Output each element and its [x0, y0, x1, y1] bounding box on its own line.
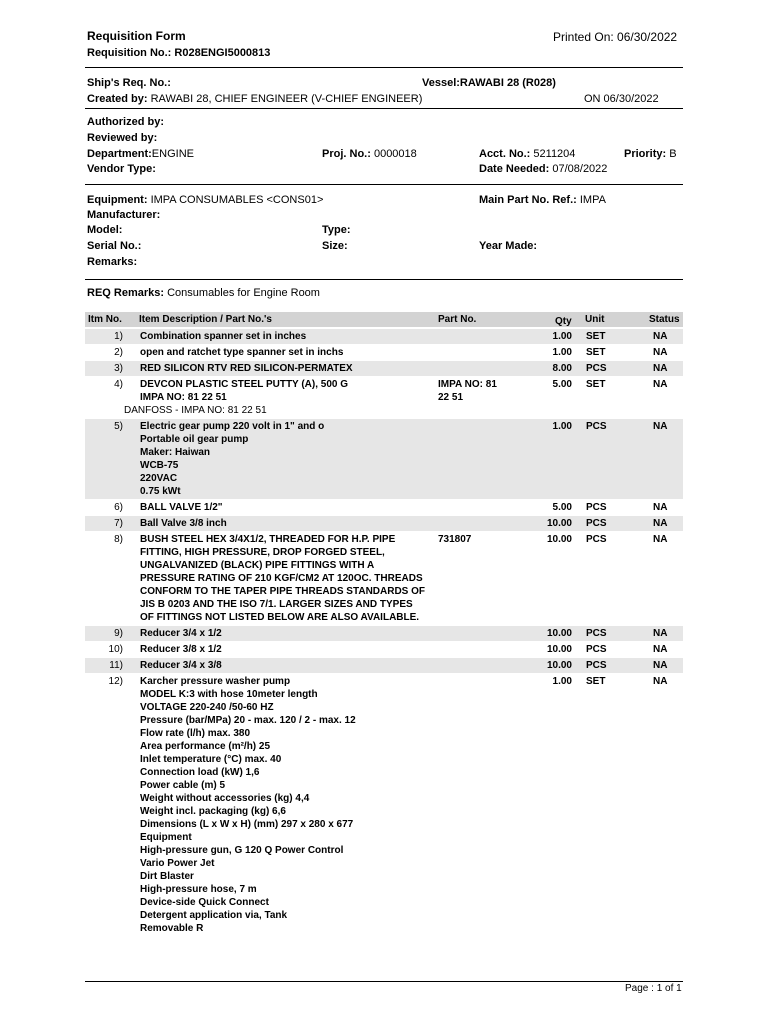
- row-description-line: Pressure (bar/MPa) 20 - max. 120 / 2 - max. 12: [140, 715, 356, 726]
- department: [87, 148, 194, 160]
- equipment-value: IMPA CONSUMABLES <CONS01>: [150, 194, 324, 206]
- table-row: [85, 626, 683, 641]
- form-title: Requisition Form: [87, 29, 186, 43]
- created-by-label: Created by:: [87, 93, 148, 105]
- table-row: [85, 516, 683, 531]
- priority-value: B: [669, 148, 677, 160]
- type-label: Type:: [322, 224, 351, 236]
- reviewed-by-label: Reviewed by:: [87, 132, 158, 144]
- acct-no-value: 5211204: [533, 148, 576, 160]
- row-item-no: 10): [108, 644, 123, 655]
- main-part-label: Main Part No. Ref.:: [479, 194, 577, 206]
- row-description-line: Connection load (kW) 1,6: [140, 767, 260, 778]
- row-unit: PCS: [586, 363, 607, 374]
- col-qty: Qty: [555, 316, 572, 327]
- row-unit: SET: [586, 379, 606, 390]
- row-status: NA: [653, 502, 668, 513]
- proj-no: [322, 148, 417, 160]
- row-description-line: Inlet temperature (°C) max. 40: [140, 754, 282, 765]
- row-description-line: BUSH STEEL HEX 3/4X1/2, THREADED FOR H.P. PIPE: [140, 534, 396, 545]
- row-description-line: Vario Power Jet: [140, 858, 215, 869]
- row-unit: SET: [586, 331, 606, 342]
- row-item-no: 12): [108, 676, 123, 687]
- row-description-line: WCB-75: [140, 460, 179, 471]
- printed-on: Printed On: 06/30/2022: [553, 30, 678, 44]
- department-label: Department:: [87, 148, 152, 160]
- year-made-label: Year Made:: [479, 240, 538, 252]
- proj-no-label: Proj. No.:: [322, 148, 371, 160]
- row-qty: 1.00: [552, 347, 572, 358]
- proj-no-value: 0000018: [373, 148, 417, 160]
- acct-no: [479, 148, 575, 160]
- row-part-no: IMPA NO: 81: [438, 379, 497, 390]
- row-description-line: Maker: Haiwan: [140, 447, 211, 458]
- row-description-line: open and ratchet type spanner set in inchs: [140, 347, 344, 358]
- row-description-line: Portable oil gear pump: [140, 434, 249, 445]
- row-status: NA: [653, 676, 668, 687]
- row-description-line: VOLTAGE 220-240 /50-60 HZ: [140, 702, 274, 713]
- date-needed-label: Date Needed:: [479, 163, 550, 175]
- row-status: NA: [653, 363, 668, 374]
- row-item-no: 1): [114, 331, 123, 342]
- authorized-by-label: Authorized by:: [87, 116, 164, 128]
- main-part-ref: [479, 194, 606, 206]
- row-item-no: 5): [114, 421, 123, 432]
- table-row: [85, 419, 683, 499]
- row-description-line: Device-side Quick Connect: [140, 897, 269, 908]
- row-description-line: JIS B 0203 AND THE ISO 7/1. LARGER SIZES AND TYPES: [140, 599, 413, 610]
- footer-divider: [85, 981, 683, 982]
- col-description: Item Description / Part No.'s: [139, 314, 272, 325]
- table-row: [85, 532, 683, 625]
- row-description-line: Ball Valve 3/8 inch: [140, 518, 227, 529]
- row-description-line: Dirt Blaster: [140, 871, 194, 882]
- ships-req-label: Ship's Req. No.:: [87, 77, 171, 89]
- row-qty: 10.00: [546, 628, 572, 639]
- row-qty: 5.00: [552, 379, 572, 390]
- vendor-type-label: Vendor Type:: [87, 163, 156, 175]
- table-row: [85, 500, 683, 515]
- row-description-line: High-pressure hose, 7 m: [140, 884, 257, 895]
- equipment: [87, 194, 323, 206]
- row-item-no: 7): [114, 518, 123, 529]
- col-unit: Unit: [585, 314, 605, 325]
- row-qty: 1.00: [552, 676, 572, 687]
- row-description-line: UNGALVANIZED (BLACK) PIPE FITTINGS WITH A: [140, 560, 375, 571]
- vessel: [422, 77, 556, 89]
- row-description-line: RED SILICON RTV RED SILICON-PERMATEX: [140, 363, 353, 374]
- row-description-line: CONFORM TO THE TAPER PIPE THREADS STANDARDS OF: [140, 586, 426, 597]
- col-item-no: Itm No.: [88, 314, 122, 325]
- row-status: NA: [653, 331, 668, 342]
- acct-no-label: Acct. No.:: [479, 148, 531, 160]
- row-unit: PCS: [586, 628, 607, 639]
- main-part-value: IMPA: [579, 194, 606, 206]
- row-description-line: 0.75 kWt: [140, 486, 181, 497]
- row-description-line: MODEL K:3 with hose 10meter length: [140, 689, 318, 700]
- requisition-no-label: Requisition No.:: [87, 47, 172, 59]
- row-unit: PCS: [586, 518, 607, 529]
- row-description-line: BALL VALVE 1/2": [140, 502, 223, 513]
- row-description-line: OF FITTINGS NOT LISTED BELOW ARE ALSO AVAILABLE.: [140, 612, 420, 623]
- divider: [85, 184, 683, 185]
- row-description-line: DEVCON PLASTIC STEEL PUTTY (A), 500 G: [140, 379, 348, 390]
- row-description-line: FITTING, HIGH PRESSURE, DROP FORGED STEEL,: [140, 547, 385, 558]
- vessel-label: Vessel:: [422, 77, 460, 89]
- date-needed: [479, 163, 607, 175]
- row-description-line: Dimensions (L x W x H) (mm) 297 x 280 x 677: [140, 819, 354, 830]
- row-description-line: 220VAC: [140, 473, 178, 484]
- table-row: [85, 377, 683, 418]
- row-description-line: Detergent application via, Tank: [140, 910, 288, 921]
- row-status: NA: [653, 379, 668, 390]
- row-status: NA: [653, 534, 668, 545]
- row-description-line: Electric gear pump 220 volt in 1" and o: [140, 421, 325, 432]
- requisition-no-value: R028ENGI5000813: [174, 47, 271, 59]
- requisition-no: [87, 47, 270, 59]
- row-qty: 8.00: [552, 363, 572, 374]
- equipment-label: Equipment:: [87, 194, 148, 206]
- col-status: Status: [649, 314, 680, 325]
- row-description-line: Removable R: [140, 923, 204, 934]
- table-row: [85, 674, 683, 936]
- divider: [85, 67, 683, 68]
- created-by: [87, 93, 422, 105]
- table-row: [85, 361, 683, 376]
- row-description-line: PRESSURE RATING OF 210 KGF/CM2 AT 120OC. THREADS: [140, 573, 423, 584]
- row-description-line: Combination spanner set in inches: [140, 331, 307, 342]
- date-needed-value: 07/08/2022: [552, 163, 608, 175]
- row-qty: 10.00: [546, 660, 572, 671]
- row-status: NA: [653, 421, 668, 432]
- vessel-value: RAWABI 28 (R028): [459, 77, 556, 89]
- row-description-line: Reducer 3/4 x 1/2: [140, 628, 222, 639]
- divider: [85, 108, 683, 109]
- row-item-no: 11): [109, 660, 123, 671]
- row-unit: PCS: [586, 660, 607, 671]
- table-row: [85, 329, 683, 344]
- row-unit: PCS: [586, 534, 607, 545]
- row-description-line: IMPA NO: 81 22 51: [140, 392, 227, 403]
- row-qty: 1.00: [552, 421, 572, 432]
- row-description-line: Weight without accessories (kg) 4,4: [140, 793, 310, 804]
- row-part-no: 22 51: [438, 392, 464, 403]
- row-unit: SET: [586, 676, 606, 687]
- row-description-line: Reducer 3/8 x 1/2: [140, 644, 222, 655]
- row-qty: 10.00: [546, 534, 572, 545]
- row-item-no: 6): [114, 502, 123, 513]
- created-on: ON 06/30/2022: [584, 93, 659, 105]
- size-label: Size:: [322, 240, 348, 252]
- row-qty: 10.00: [546, 644, 572, 655]
- row-unit: PCS: [586, 502, 607, 513]
- row-description-line: Flow rate (l/h) max. 380: [140, 728, 251, 739]
- row-unit: PCS: [586, 421, 607, 432]
- row-extra-note: DANFOSS - IMPA NO: 81 22 51: [124, 405, 267, 416]
- serial-no-label: Serial No.:: [87, 240, 142, 252]
- priority: [624, 148, 677, 160]
- row-part-no: 731807: [438, 534, 472, 545]
- row-item-no: 9): [114, 628, 123, 639]
- row-unit: SET: [586, 347, 606, 358]
- row-item-no: 3): [114, 363, 123, 374]
- row-description-line: Weight incl. packaging (kg) 6,6: [140, 806, 286, 817]
- row-description-line: Area performance (m²/h) 25: [140, 741, 271, 752]
- row-status: NA: [653, 518, 668, 529]
- row-status: NA: [653, 347, 668, 358]
- priority-label: Priority:: [624, 148, 667, 160]
- row-item-no: 8): [114, 534, 123, 545]
- req-remarks: [87, 287, 320, 299]
- row-description-line: Power cable (m) 5: [140, 780, 226, 791]
- model-label: Model:: [87, 224, 123, 236]
- req-remarks-value: Consumables for Engine Room: [167, 287, 320, 299]
- row-status: NA: [653, 628, 668, 639]
- row-unit: PCS: [586, 644, 607, 655]
- remarks-label: Remarks:: [87, 256, 138, 268]
- department-value: ENGINE: [151, 148, 194, 160]
- manufacturer-label: Manufacturer:: [87, 209, 161, 221]
- divider: [85, 279, 683, 280]
- row-qty: 1.00: [552, 331, 572, 342]
- row-status: NA: [653, 644, 668, 655]
- page-number: Page : 1 of 1: [625, 983, 682, 994]
- table-row: [85, 658, 683, 673]
- row-item-no: 4): [114, 379, 123, 390]
- col-part-no: Part No.: [438, 314, 477, 325]
- row-description-line: Equipment: [140, 832, 192, 843]
- row-qty: 10.00: [546, 518, 572, 529]
- row-status: NA: [653, 660, 668, 671]
- req-remarks-label: REQ Remarks:: [87, 287, 165, 299]
- row-description-line: Reducer 3/4 x 3/8: [140, 660, 222, 671]
- row-item-no: 2): [114, 347, 123, 358]
- created-by-value: RAWABI 28, CHIEF ENGINEER (V-CHIEF ENGINEER): [150, 93, 423, 105]
- row-qty: 5.00: [552, 502, 572, 513]
- table-header: [85, 312, 683, 327]
- table-row: [85, 345, 683, 360]
- row-description-line: High-pressure gun, G 120 Q Power Control: [140, 845, 344, 856]
- table-row: [85, 642, 683, 657]
- row-description-line: Karcher pressure washer pump: [140, 676, 291, 687]
